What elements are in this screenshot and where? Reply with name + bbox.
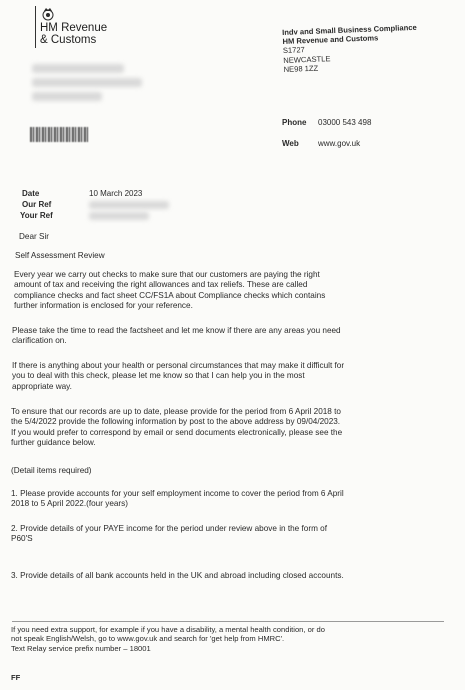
paragraph-intro [14, 270, 325, 311]
paragraph-line: Please take the time to read the factsheet and let me know if there are any areas you need [12, 326, 341, 335]
redacted-our-ref [89, 201, 169, 209]
paragraph-health [12, 361, 344, 392]
paragraph-factsheet [12, 326, 341, 347]
sender-code: S1727 [282, 45, 306, 56]
sender-dept: Indv and Small Business Compliance [282, 22, 417, 37]
item-line: 2018 to 5 April 2022.(four years) [11, 499, 128, 509]
paragraph-line: appropriate way. [12, 381, 72, 391]
salutation: Dear Sir [19, 232, 50, 241]
paragraph-line: clarification on. [12, 336, 67, 346]
paragraph-line: further guidance below. [11, 437, 96, 447]
item-accounts [11, 489, 344, 510]
footer-support [11, 625, 325, 653]
detail-heading: (Detail items required) [11, 466, 92, 475]
paragraph-line: you to deal with this check, please let me know so that I can help you in the most [12, 371, 305, 381]
sender-postcode: NE98 1ZZ [283, 63, 319, 74]
web-value: www.gov.uk [318, 139, 361, 148]
footer-code: FF [11, 673, 21, 682]
royal-crest-icon [40, 6, 56, 22]
logo-line-2: & Customs [40, 34, 97, 46]
item-bank-accounts: 3. Provide details of all bank accounts held in the UK and abroad including closed accounts. [11, 571, 344, 580]
sender-org: HM Revenue and Customs [282, 33, 379, 47]
phone-label: Phone [282, 118, 307, 127]
footer-line: not speak English/Welsh, go to www.gov.uk and search for 'get help from HMRC'. [11, 634, 285, 644]
sender-address [282, 23, 418, 74]
date-label: Date [22, 189, 40, 198]
footer-line: Text Relay service prefix number – 18001 [11, 643, 151, 653]
paragraph-line: If there is anything about your health or personal circumstances that may make it difficult for [12, 361, 345, 370]
item-line: 1. Please provide accounts for your self employment income to cover the period from 6 April [11, 489, 344, 498]
paragraph-records [11, 407, 342, 448]
item-line: 2. Provide details of your PAYE income for the period under review above in the form of [11, 524, 327, 533]
our-ref-label: Our Ref [22, 200, 52, 209]
item-line: P60'S [11, 534, 33, 544]
item-paye [11, 524, 327, 545]
your-ref-label: Your Ref [20, 211, 53, 220]
date-value: 10 March 2023 [89, 189, 143, 198]
paragraph-line: To ensure that our records are up to date, please provide for the period from 6 April 2018 to [11, 407, 341, 416]
sender-city: NEWCASTLE [283, 53, 331, 65]
phone-value: 03000 543 498 [318, 118, 372, 127]
redacted-recipient-postcode [32, 92, 102, 101]
paragraph-line: compliance checks and fact sheet CC/FS1A about Compliance checks which contains [14, 290, 326, 300]
paragraph-line: amount of tax and receiving the right allowances and tax reliefs. These are called [14, 280, 308, 290]
barcode [30, 127, 88, 142]
paragraph-line: the 5/4/2022 provide the following information by post to the above address by 09/04/2023. [11, 417, 341, 427]
redacted-recipient-address [32, 78, 142, 87]
logo-divider [35, 6, 36, 48]
logo-line-1: HM Revenue [40, 22, 108, 34]
redacted-your-ref [89, 212, 149, 220]
footer-line: If you need extra support, for example if you have a disability, a mental health condition, or do [11, 625, 325, 634]
redacted-recipient-name [32, 64, 124, 73]
footer-divider [12, 621, 444, 622]
paragraph-line: If you would prefer to correspond by email or send documents electronically, please see the [11, 427, 343, 437]
paragraph-line: further information is enclosed for your reference. [14, 300, 193, 310]
hmrc-logo [40, 22, 107, 46]
subject: Self Assessment Review [15, 251, 105, 260]
web-label: Web [282, 139, 299, 148]
paragraph-line: Every year we carry out checks to make sure that our customers are paying the right [14, 270, 320, 279]
